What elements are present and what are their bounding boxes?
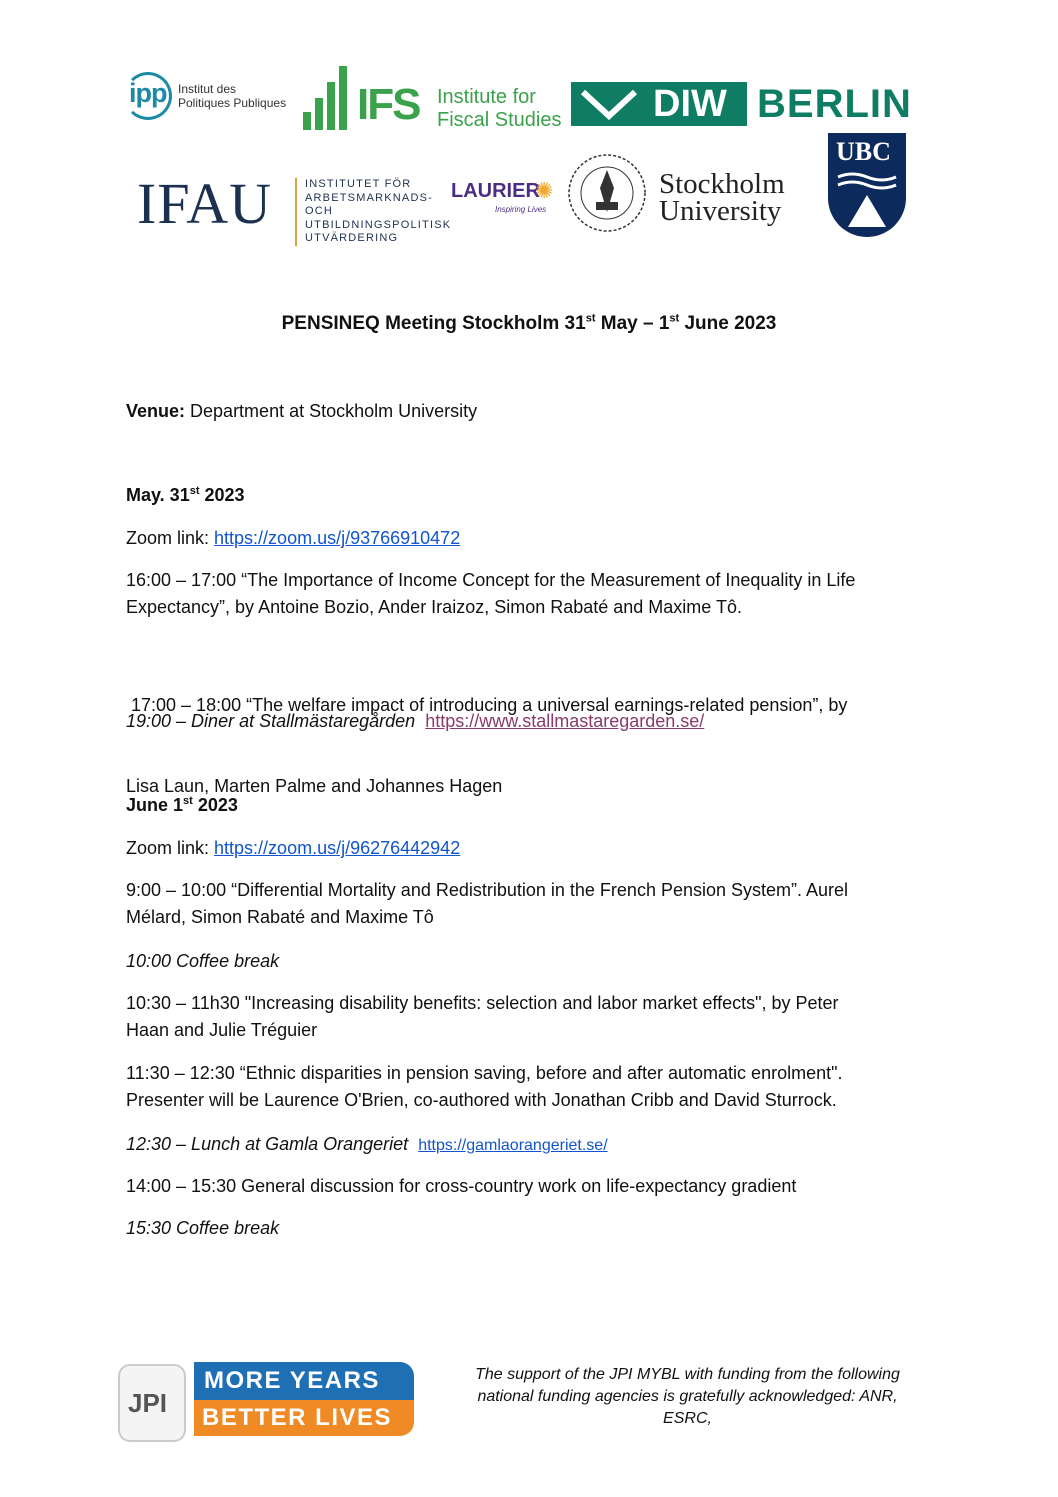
ifs-bars-icon xyxy=(303,66,347,130)
su-seal xyxy=(566,152,648,234)
day2-coffee-2: 15:30 Coffee break xyxy=(126,1218,280,1238)
venue-text: Department at Stockholm University xyxy=(185,401,478,421)
ifs-logo xyxy=(303,66,563,136)
ifau-mark: IFAU xyxy=(137,171,273,236)
laurier-tagline: Inspiring Lives xyxy=(495,205,547,214)
mybl-line-1: MORE YEARS xyxy=(194,1362,414,1400)
jpi-box xyxy=(118,1364,186,1442)
diw-mark-box xyxy=(571,82,747,126)
day2-heading: June 1st 2023 xyxy=(126,795,238,815)
day2-coffee-1: 10:00 Coffee break xyxy=(126,951,280,971)
diw-logo xyxy=(571,82,912,128)
su-seal-icon xyxy=(566,152,648,234)
laurier-mark: LAURIER xyxy=(451,180,540,202)
diw-mark: DIW xyxy=(653,83,727,125)
lunch-link[interactable]: https://gamlaorangeriet.se/ xyxy=(418,1137,608,1154)
ifs-mark: IFS xyxy=(357,80,420,129)
day2-session-4: 14:00 – 15:30 General discussion for cross-country work on life-expectancy gradient xyxy=(126,1176,797,1196)
ifau-name: INSTITUTET FÖR ARBETSMARKNADS- OCH UTBILDNINGSPOLITISK UTVÄRDERING xyxy=(295,178,455,246)
day1-zoom-link[interactable]: https://zoom.us/j/93766910472 xyxy=(214,528,461,548)
ubc-logo xyxy=(828,133,906,237)
mybl-line-2: BETTER LIVES xyxy=(194,1400,414,1436)
dinner-link[interactable]: https://www.stallmastaregarden.se/ xyxy=(425,711,705,731)
day1-heading: May. 31st 2023 xyxy=(126,485,245,505)
diw-city: BERLIN xyxy=(757,82,912,126)
day1-session-2: 17:00 – 18:00 “The welfare impact of introducing a universal earnings-related pension”, by Lisa Laun, Marten Palme and Johannes Hagen xyxy=(126,695,848,796)
day2-zoom-link[interactable]: https://zoom.us/j/96276442942 xyxy=(214,838,461,858)
ipp-logo xyxy=(124,68,294,130)
acknowledgement: The support of the JPI MYBL with funding from the following national funding agencies is gratefully acknowledged: ANR, ESRC, xyxy=(475,1366,900,1427)
ubc-waves-icon xyxy=(836,171,898,231)
day1-zoom-line: Zoom link: https://zoom.us/j/93766910472 xyxy=(126,528,461,548)
ifau-logo xyxy=(137,170,452,244)
ifs-name: Institute for Fiscal Studies xyxy=(437,86,562,131)
page-title: PENSINEQ Meeting Stockholm 31st May – 1st June 2023 xyxy=(281,312,777,334)
ubc-shield-icon xyxy=(828,133,906,237)
maple-leaf-icon: ✺ xyxy=(535,178,554,203)
jpi-mark: JPI xyxy=(128,1388,168,1418)
day2-session-2: 10:30 – 11h30 "Increasing disability benefits: selection and labor market effects", by Peter Haan and Julie Tréguier xyxy=(126,993,839,1040)
ipp-mark: ipp xyxy=(129,78,167,108)
day2-zoom-line: Zoom link: https://zoom.us/j/96276442942 xyxy=(126,838,461,858)
su-wordmark: Stockholm University xyxy=(659,168,785,227)
day2-session-1: 9:00 – 10:00 “Differential Mortality and Redistribution in the French Pension System”. Aurel Mélard, Simon Rabaté and Maxime Tô xyxy=(126,880,849,927)
laurier-logo xyxy=(451,180,561,220)
jpi-mybl-logo xyxy=(118,1362,428,1442)
ubc-mark: UBC xyxy=(836,137,891,166)
venue-line xyxy=(126,398,477,425)
venue-label: Venue: xyxy=(126,401,186,421)
ipp-name: Institut des Politiques Publiques xyxy=(178,82,287,110)
diw-chevron-icon xyxy=(579,88,639,120)
day1-session-1: 16:00 – 17:00 “The Importance of Income Concept for the Measurement of Inequality in Life Expectancy”, by Antoine Bozio, Ander Iraizoz, Simon Rabaté and Maxime Tô. xyxy=(126,570,856,617)
day2-lunch: 12:30 – Lunch at Gamla Orangeriet https://gamlaorangeriet.se/ xyxy=(126,1134,608,1154)
day2-session-3: 11:30 – 12:30 “Ethnic disparities in pension saving, before and after automatic enrolment". Presenter will be Laurence O'Brien, co-authored with Jonathan Cribb and David Sturrock. xyxy=(126,1063,843,1110)
day1-dinner: 19:00 – Diner at Stallmästaregården https://www.stallmastaregarden.se/ xyxy=(126,711,705,731)
